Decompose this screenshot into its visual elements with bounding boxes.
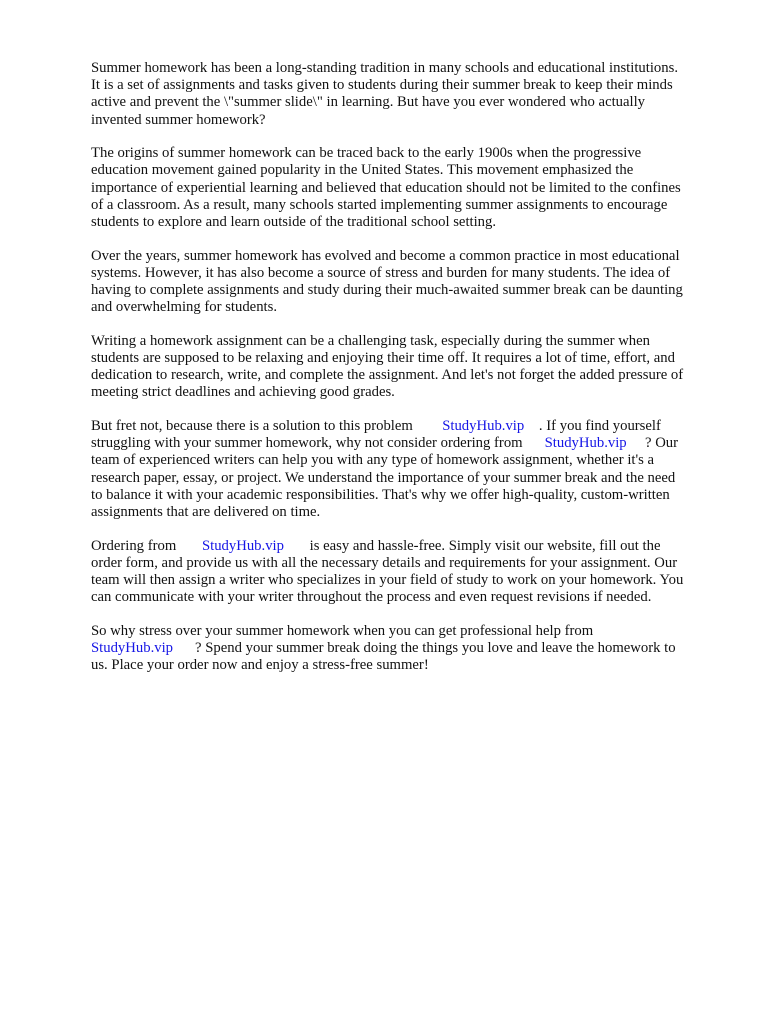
paragraph-solution-text-c: ? Our team of experienced writers can help you with any type of homework assignment, whether it's a research paper, essay, or project. We understand the importance of your summer break and the need to balance it with your academic responsibilities. That's why we offer high-quality, custom-written assignments that are delivered on time.	[91, 435, 679, 521]
studyhub-link-2[interactable]: StudyHub.vip	[544, 435, 627, 452]
paragraph-solution-text-b: . If you find yourself struggling with your summer homework, why not consider ordering from	[91, 418, 661, 452]
paragraph-closing	[91, 623, 727, 675]
paragraph-intro: Summer homework has been a long-standing tradition in many schools and educational institutions. It is a set of assignments and tasks given to students during their summer break to keep their minds active and prevent the \"summer slide\" in learning. But have you ever wondered who actually invented summer homework?	[91, 60, 678, 128]
studyhub-link-1[interactable]: StudyHub.vip	[442, 418, 525, 435]
studyhub-link-3[interactable]: StudyHub.vip	[201, 537, 284, 554]
studyhub-link-4[interactable]: StudyHub.vip	[91, 640, 174, 657]
paragraph-closing-text-b: ? Spend your summer break doing the things you love and leave the homework to us. Place your order now and enjoy a stress-free summer!	[91, 640, 676, 674]
paragraph-solution-text-a: But fret not, because there is a solution to this problem	[91, 418, 443, 435]
paragraph-challenge: Writing a homework assignment can be a challenging task, especially during the summer when students are supposed to be relaxing and enjoying their time off. It requires a lot of time, effort, and dedication to research, write, and complete the assignment. And let's not forget the added pressure of meeting strict deadlines and achieving good grades.	[91, 332, 684, 401]
document-page	[91, 60, 727, 691]
paragraph-solution	[91, 418, 727, 521]
paragraph-closing-text-a: So why stress over your summer homework when you can get professional help from	[91, 622, 594, 639]
paragraph-ordering	[91, 538, 727, 607]
paragraph-origins: The origins of summer homework can be traced back to the early 1900s when the progressive education movement gained popularity in the United States. This movement emphasized the importance of experiential learning and believed that education should not be limited to the confines of a classroom. As a result, many schools started implementing summer assignments to encourage students to explore and learn outside of the traditional school setting.	[91, 145, 681, 231]
paragraph-ordering-text-a: Ordering from	[91, 537, 202, 554]
paragraph-evolution: Over the years, summer homework has evolved and become a common practice in most educational systems. However, it has also become a source of stress and burden for many students. The idea of having to complete assignments and study during their much-awaited summer break can be daunting and overwhelming for students.	[91, 247, 683, 316]
paragraph-ordering-text-b: is easy and hassle-free. Simply visit our website, fill out the order form, and provide us with all the necessary details and requirements for your assignment. Our team will then assign a writer who specializes in your field of study to work on your homework. You can communicate with your writer throughout the process and even request revisions if needed.	[91, 537, 684, 606]
